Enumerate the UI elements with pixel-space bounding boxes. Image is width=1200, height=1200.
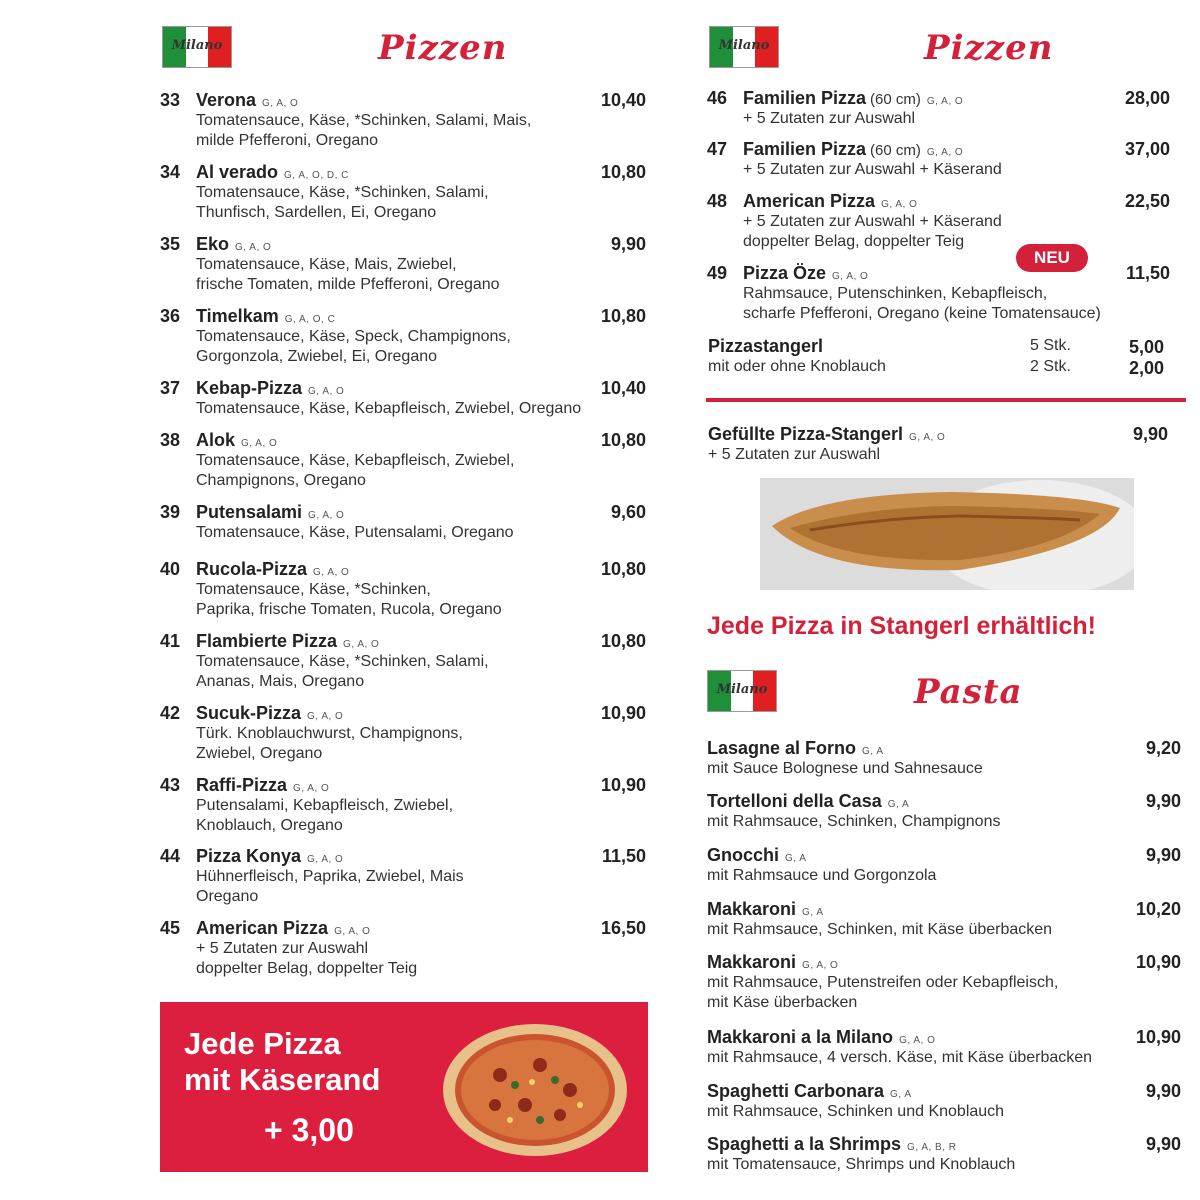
allergen-codes: G, A, O <box>334 926 371 937</box>
item-price: 22,50 <box>1124 191 1170 211</box>
gefuellte-stangerl-item <box>708 424 945 465</box>
item-price: 9,90 <box>1145 1081 1181 1101</box>
item-price: 10,80 <box>600 559 646 579</box>
item-name: Spaghetti a la Shrimps <box>707 1134 902 1154</box>
new-badge: NEU <box>1016 244 1088 272</box>
item-name: Makkaroni <box>707 952 797 972</box>
allergen-codes: G, A, O <box>343 639 380 650</box>
item-price: 10,90 <box>600 775 646 795</box>
allergen-codes: G, A, O <box>307 854 344 865</box>
item-description: Tomatensauce, Käse, *Schinken, Salami, Thunfisch, Sardellen, Ei, Oregano <box>196 184 489 221</box>
item-number: 47 <box>707 139 728 159</box>
item-name: Flambierte Pizza <box>196 631 338 651</box>
section-heading-pizzen-right: Pizzen <box>924 28 1054 68</box>
allergen-codes: G, A, O <box>293 783 330 794</box>
item-price: 9,90 <box>1145 1134 1181 1154</box>
item-number: 37 <box>160 378 181 398</box>
item-price: 10,40 <box>600 90 646 110</box>
allergen-codes: G, A, O <box>241 438 278 449</box>
item-price: 9,60 <box>610 502 646 522</box>
allergen-codes: G, A, O <box>235 242 272 253</box>
menu-item-pizza <box>160 502 514 543</box>
item-description: Putensalami, Kebapfleisch, Zwiebel, Knoblauch, Oregano <box>196 797 454 834</box>
promo-line-2: mit Käserand <box>184 1062 381 1097</box>
item-size-note: (60 cm) <box>870 142 921 159</box>
item-price: 10,40 <box>600 378 646 398</box>
section-heading-pizzen-left: Pizzen <box>378 28 508 68</box>
item-description: mit Sauce Bolognese und Sahnesauce <box>707 760 983 777</box>
item-description: + 5 Zutaten zur Auswahl <box>743 110 916 127</box>
item-number: 41 <box>160 631 181 651</box>
item-price: 28,00 <box>1124 88 1170 108</box>
item-name: Pizza Konya <box>196 846 302 866</box>
pizza-photo <box>440 1020 630 1160</box>
item-price: 16,50 <box>600 918 646 938</box>
allergen-codes: G, A, O <box>307 711 344 722</box>
qty-label: 5 Stk. <box>1030 337 1071 354</box>
allergen-codes: G, A, O <box>926 147 964 158</box>
item-description: mit Rahmsauce, Schinken und Knoblauch <box>707 1103 1005 1120</box>
item-name: Gnocchi <box>707 845 780 865</box>
item-price: 37,00 <box>1124 139 1170 159</box>
menu-item-pizza <box>160 162 489 223</box>
item-name: Pizzastangerl <box>708 336 824 356</box>
allergen-codes: G, A, O, C <box>284 314 336 325</box>
section-heading-pasta: Pasta <box>914 672 1023 712</box>
item-description: Tomatensauce, Käse, Speck, Champignons, Gorgonzola, Zwiebel, Ei, Oregano <box>196 328 511 365</box>
item-description: mit Rahmsauce, Putenstreifen oder Kebapfleisch, mit Käse überbacken <box>707 974 1059 1011</box>
item-description: Türk. Knoblauchwurst, Champignons, Zwiebel, Oregano <box>196 725 463 762</box>
menu-item-pasta <box>707 738 983 779</box>
item-description: Tomatensauce, Käse, *Schinken, Paprika, frische Tomaten, Rucola, Oregano <box>196 581 502 618</box>
allergen-codes: G, A <box>890 1089 912 1100</box>
allergen-codes: G, A, O <box>262 98 299 109</box>
item-number: 49 <box>707 263 728 283</box>
item-size-note: (60 cm) <box>870 91 921 108</box>
item-price: 9,90 <box>1145 791 1181 811</box>
menu-item-pasta <box>707 952 1058 1013</box>
item-description: Tomatensauce, Käse, Mais, Zwiebel, frische Tomaten, milde Pfefferoni, Oregano <box>196 256 500 293</box>
menu-item-pizza <box>160 306 511 367</box>
item-price: 11,50 <box>601 846 646 866</box>
item-description: + 5 Zutaten zur Auswahl <box>708 446 881 463</box>
item-number: 43 <box>160 775 181 795</box>
promo-price: + 3,00 <box>264 1112 354 1148</box>
item-number: 44 <box>160 846 181 866</box>
item-name: Makkaroni a la Milano <box>707 1027 894 1047</box>
item-price: 2,00 <box>1128 358 1164 378</box>
allergen-codes: G, A <box>862 746 884 757</box>
promo-line-1: Jede Pizza <box>184 1026 341 1061</box>
allergen-codes: G, A, O <box>308 510 345 521</box>
promo-banner-kaeserand <box>160 1002 648 1172</box>
item-name: Pizza Öze <box>743 263 827 283</box>
italian-flag-logo <box>707 670 777 712</box>
menu-item-pizza <box>160 378 581 419</box>
menu-item-pizza <box>160 234 500 295</box>
item-description: Tomatensauce, Käse, Kebapfleisch, Zwiebel, Oregano <box>196 400 582 417</box>
menu-item-pizza <box>707 139 1002 180</box>
item-description: + 5 Zutaten zur Auswahl + Käserand doppelter Belag, doppelter Teig <box>743 213 1002 250</box>
item-number: 42 <box>160 703 181 723</box>
item-name: Spaghetti Carbonara <box>707 1081 885 1101</box>
item-description: Hühnerfleisch, Paprika, Zwiebel, Mais Oregano <box>196 868 464 905</box>
allergen-codes: G, A, O <box>899 1035 936 1046</box>
item-number: 46 <box>707 88 728 108</box>
item-description: Tomatensauce, Käse, *Schinken, Salami, Ananas, Mais, Oregano <box>196 653 489 690</box>
menu-item-pizza <box>160 631 489 692</box>
item-price: 10,80 <box>600 306 646 326</box>
item-number: 36 <box>160 306 181 326</box>
stangerl-photo <box>760 478 1134 590</box>
item-number: 45 <box>160 918 181 938</box>
item-name: Lasagne al Forno <box>707 738 857 758</box>
italian-flag-logo <box>162 26 232 68</box>
item-name: Alok <box>196 430 236 450</box>
item-name: Verona <box>196 90 257 110</box>
allergen-codes: G, A, O <box>832 271 869 282</box>
allergen-codes: G, A, O <box>802 960 839 971</box>
item-name: Putensalami <box>196 502 303 522</box>
stangerl-price-table <box>1030 337 1164 379</box>
italian-flag-logo <box>709 26 779 68</box>
item-description: Tomatensauce, Käse, Kebapfleisch, Zwiebel, Champignons, Oregano <box>196 452 515 489</box>
menu-item-pizza <box>707 191 1002 252</box>
allergen-codes: G, A, O <box>881 199 918 210</box>
item-price: 10,90 <box>1135 952 1181 972</box>
item-price: 9,90 <box>1132 424 1168 444</box>
menu-item-pasta <box>707 1134 1015 1175</box>
item-name: Sucuk-Pizza <box>196 703 302 723</box>
item-number: 39 <box>160 502 181 522</box>
qty-label: 2 Stk. <box>1030 358 1071 375</box>
allergen-codes: G, A, O <box>926 96 964 107</box>
item-price: 10,90 <box>600 703 646 723</box>
item-name: Kebap-Pizza <box>196 378 303 398</box>
allergen-codes: G, A <box>802 907 824 918</box>
menu-item-pizza <box>160 559 502 620</box>
item-number: 33 <box>160 90 181 110</box>
item-name: American Pizza <box>743 191 876 211</box>
allergen-codes: G, A, B, R <box>907 1142 957 1153</box>
item-price: 5,00 <box>1128 337 1164 357</box>
item-price: 10,80 <box>600 162 646 182</box>
item-price: 10,80 <box>600 430 646 450</box>
item-description: mit oder ohne Knoblauch <box>708 358 886 375</box>
item-description: mit Rahmsauce, Schinken, Champignons <box>707 813 1001 830</box>
brand-logo-text: Milano <box>171 38 223 53</box>
menu-item-pizza <box>160 703 463 764</box>
item-name: Gefüllte Pizza-Stangerl <box>708 424 904 444</box>
menu-item-pizza <box>707 263 1101 324</box>
item-description: Tomatensauce, Käse, *Schinken, Salami, Mais, milde Pfefferoni, Oregano <box>196 112 532 149</box>
menu-item-pasta <box>707 791 1000 832</box>
item-name: Familien Pizza <box>743 88 867 108</box>
item-name: American Pizza <box>196 918 329 938</box>
item-price: 9,20 <box>1145 738 1181 758</box>
menu-item-pasta <box>707 1081 1004 1122</box>
item-name: Eko <box>196 234 230 254</box>
allergen-codes: G, A, O <box>308 386 345 397</box>
brand-logo-text: Milano <box>718 38 770 53</box>
item-description: + 5 Zutaten zur Auswahl + Käserand <box>743 161 1002 178</box>
item-price: 10,20 <box>1135 899 1181 919</box>
menu-item-pasta <box>707 899 1052 940</box>
item-price: 11,50 <box>1125 263 1170 283</box>
item-description: + 5 Zutaten zur Auswahl doppelter Belag, doppelter Teig <box>196 940 418 977</box>
menu-item-pizza <box>160 430 514 491</box>
stangerl-tagline: Jede Pizza in Stangerl erhältlich! <box>707 612 1097 640</box>
item-name: Al verado <box>196 162 279 182</box>
item-name: Makkaroni <box>707 899 797 919</box>
menu-item-pizza <box>160 775 453 836</box>
item-description: Rahmsauce, Putenschinken, Kebapfleisch, scharfe Pfefferoni, Oregano (keine Tomatensauce) <box>743 285 1101 322</box>
item-description: mit Tomatensauce, Shrimps und Knoblauch <box>707 1156 1016 1173</box>
item-name: Timelkam <box>196 306 279 326</box>
allergen-codes: G, A <box>887 799 910 810</box>
menu-item-pizza <box>160 918 417 979</box>
item-description: mit Rahmsauce, Schinken, mit Käse überbacken <box>707 921 1053 938</box>
item-name: Raffi-Pizza <box>196 775 288 795</box>
menu-item-pasta <box>707 845 936 886</box>
brand-logo-text: Milano <box>716 682 768 697</box>
menu-item-pizza <box>707 88 963 129</box>
item-price: 9,90 <box>610 234 646 254</box>
menu-item-pizza <box>160 90 531 151</box>
item-description: Tomatensauce, Käse, Putensalami, Oregano <box>196 524 514 541</box>
item-description: mit Rahmsauce, 4 versch. Käse, mit Käse überbacken <box>707 1049 1093 1066</box>
item-price: 10,90 <box>1135 1027 1181 1047</box>
item-name: Familien Pizza <box>743 139 867 159</box>
item-number: 40 <box>160 559 181 579</box>
item-price: 10,80 <box>600 631 646 651</box>
item-name: Rucola-Pizza <box>196 559 308 579</box>
item-number: 35 <box>160 234 181 254</box>
item-description: mit Rahmsauce und Gorgonzola <box>707 867 937 884</box>
item-number: 38 <box>160 430 181 450</box>
menu-item-pasta <box>707 1027 1092 1068</box>
allergen-codes: G, A, O <box>909 432 946 443</box>
allergen-codes: G, A, O <box>313 567 350 578</box>
allergen-codes: G, A, O, D, C <box>284 170 349 181</box>
item-number: 48 <box>707 191 728 211</box>
item-price: 9,90 <box>1145 845 1181 865</box>
item-name: Tortelloni della Casa <box>707 791 882 811</box>
divider-line <box>706 398 1186 402</box>
allergen-codes: G, A <box>785 853 807 864</box>
item-number: 34 <box>160 162 181 182</box>
menu-item-pizza <box>160 846 464 907</box>
